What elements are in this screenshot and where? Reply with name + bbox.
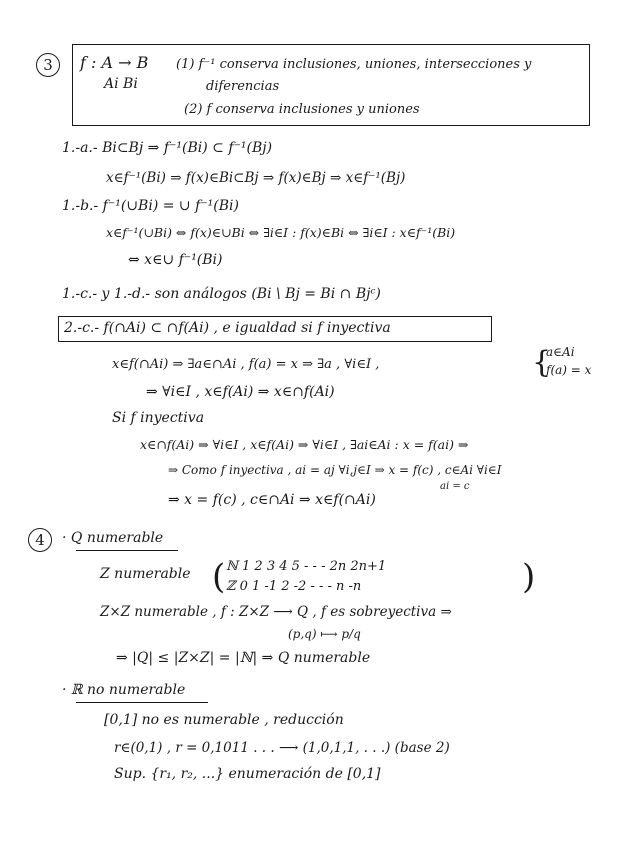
line-1a-1: 1.-a.- Bi⊂Bj ⇒ f⁻¹(Bi) ⊂ f⁻¹(Bj) xyxy=(62,140,273,156)
line-2c-1: x∈f(∩Ai) ⇒ ∃a∈∩Ai , f(a) = x ⇒ ∃a , ∀i∈I , xyxy=(112,357,380,372)
z-table-row-1: ℕ 1 2 3 4 5 - - - 2n 2n+1 xyxy=(226,559,387,574)
property-1a: (1) f⁻¹ conserva inclusiones, uniones, intersecciones y xyxy=(176,57,532,72)
line-2c-brace-2: f(a) = x xyxy=(546,363,592,377)
line-2c-5: ⇒ x = f(c) , c∈∩Ai ⇒ x∈f(∩Ai) xyxy=(168,492,376,508)
line-2c-3: x∈∩f(Ai) ⇒ ∀i∈I , x∈f(Ai) ⇒ ∀i∈I , ∃ai∈Ai : x = f(ai) ⇒ xyxy=(140,437,469,452)
z-numerable-label: Z numerable xyxy=(100,566,191,582)
si-f-inyectiva: Si f inyectiva xyxy=(112,410,205,426)
q-numerable-title: · Q numerable xyxy=(62,530,164,546)
statement-2c: 2.-c.- f(∩Ai) ⊂ ∩f(Ai) , e igualdad si f inyectiva xyxy=(64,320,391,336)
paren-left: ( xyxy=(212,557,226,597)
zz-sub: (p,q) ⟼ p/q xyxy=(288,627,361,641)
line-2c-4: ⇒ Como f inyectiva , ai = aj ∀i,j∈I ⇒ x = f(c) , c∈Ai ∀i∈I xyxy=(168,463,502,477)
property-1b: diferencias xyxy=(206,79,280,94)
line-1b-2: x∈f⁻¹(∪Bi) ⇔ f(x)∈∪Bi ⇔ ∃i∈I : f(x)∈Bi ⇔ ∃i∈I : x∈f⁻¹(Bi) xyxy=(106,225,456,240)
def-line-1: f : A → B xyxy=(80,53,149,72)
r-line-2: r∈(0,1) , r = 0,1011 . . . ⟶ (1,0,1,1, . . .) (base 2) xyxy=(114,740,450,756)
line-1b-3: ⇔ x∈∪ f⁻¹(Bi) xyxy=(128,252,223,268)
line-1a-2: x∈f⁻¹(Bi) ⇒ f(x)∈Bi⊂Bj ⇒ f(x)∈Bj ⇒ x∈f⁻¹(Bj) xyxy=(106,170,406,186)
q-title-underline xyxy=(76,550,178,551)
brace: { xyxy=(532,345,552,380)
z-table-row-2: ℤ 0 1 -1 2 -2 - - - n -n xyxy=(226,579,362,594)
zz-line: Z×Z numerable , f : Z×Z ⟶ Q , f es sobreyectiva ⇒ xyxy=(100,604,452,620)
q-conclusion: ⇒ |Q| ≤ |Z×Z| = |ℕ| ⇒ Q numerable xyxy=(116,650,371,666)
line-2c-2: ⇒ ∀i∈I , x∈f(Ai) ⇒ x∈∩f(Ai) xyxy=(146,384,335,400)
line-1b-1: 1.-b.- f⁻¹(∪Bi) = ∪ f⁻¹(Bi) xyxy=(62,198,239,214)
line-2c-brace-1: a∈Ai xyxy=(546,345,575,359)
line-2c-4-sub: ai = c xyxy=(440,481,470,492)
paren-right: ) xyxy=(522,557,536,597)
problem-number-3: 3 xyxy=(36,53,60,77)
r-no-numerable-title: · ℝ no numerable xyxy=(62,682,186,698)
def-line-2: Ai Bi xyxy=(104,76,138,92)
property-2: (2) f conserva inclusiones y uniones xyxy=(184,102,420,117)
r-title-underline xyxy=(76,702,208,703)
r-line-1: [0,1] no es numerable , reducción xyxy=(104,712,344,728)
r-line-3: Sup. {r₁, r₂, ...} enumeración de [0,1] xyxy=(114,766,381,782)
line-1c: 1.-c.- y 1.-d.- son análogos (Bi \ Bj = Bi ∩ Bjᶜ) xyxy=(62,286,381,302)
problem-number-4: 4 xyxy=(28,528,52,552)
